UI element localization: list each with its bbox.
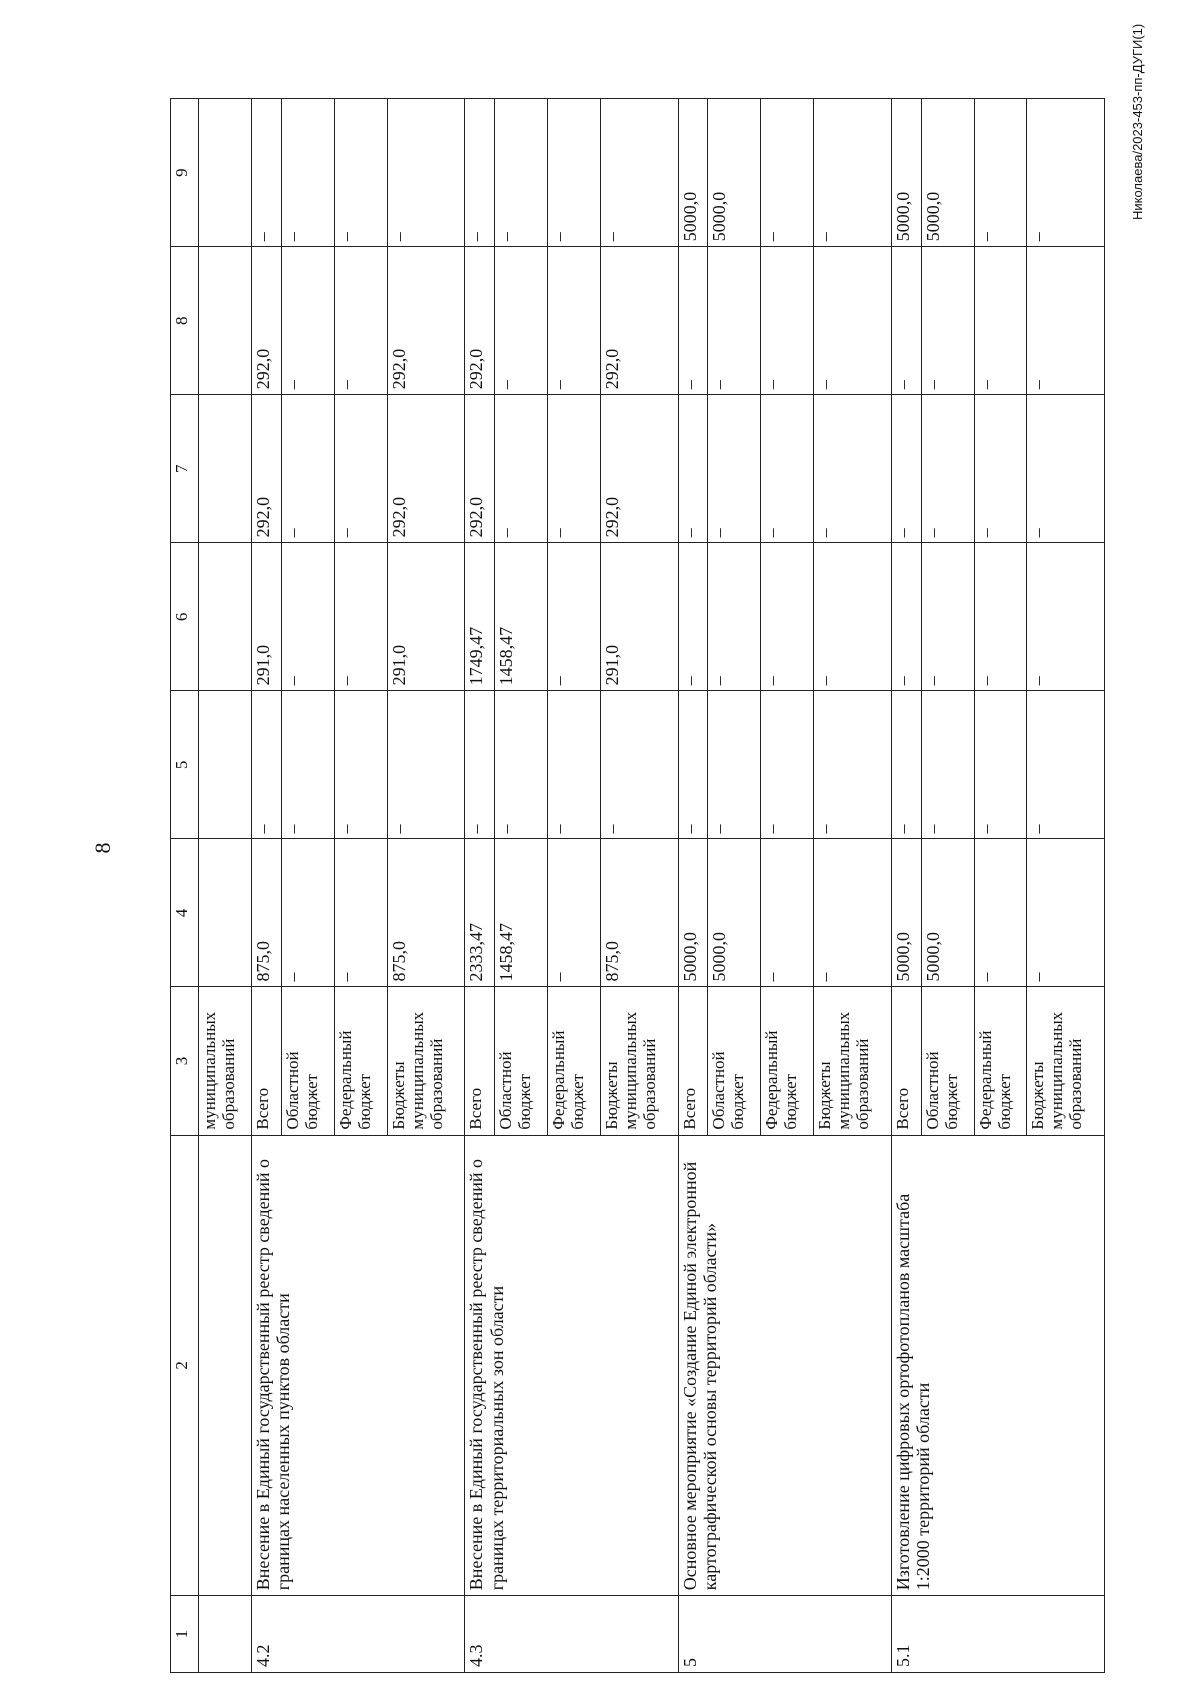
value-cell: – — [708, 247, 761, 395]
column-number: 6 — [171, 543, 199, 691]
value-cell: – — [548, 691, 601, 839]
funding-source-cell: Бюджеты муниципальных образований — [1027, 987, 1105, 1135]
value-cell: – — [974, 395, 1027, 543]
funding-source-cell: Областной бюджет — [921, 987, 974, 1135]
value-cell: – — [282, 691, 335, 839]
funding-source-cell: Областной бюджет — [495, 987, 548, 1135]
value-cell: 291,0 — [601, 543, 678, 691]
value-cell: – — [495, 691, 548, 839]
value-cell: – — [761, 691, 814, 839]
value-cell: – — [974, 839, 1027, 987]
funding-source-cell: Бюджеты муниципальных образований — [388, 987, 465, 1135]
value-cell: – — [282, 839, 335, 987]
value-cell: – — [335, 247, 388, 395]
table-row — [891, 99, 921, 1673]
value-cell: 875,0 — [601, 839, 678, 987]
value-cell: – — [1027, 247, 1105, 395]
value-cell: – — [678, 395, 708, 543]
funding-source-cell: Федеральный бюджет — [335, 987, 388, 1135]
value-cell: – — [335, 839, 388, 987]
value-cell — [199, 247, 252, 395]
funding-source-cell: Бюджеты муниципальных образований — [814, 987, 891, 1135]
item-title-cell — [199, 1135, 252, 1596]
value-cell: – — [921, 395, 974, 543]
value-cell: – — [388, 691, 465, 839]
column-number: 5 — [171, 691, 199, 839]
value-cell: 291,0 — [252, 543, 282, 691]
value-cell: – — [891, 395, 921, 543]
value-cell: – — [761, 839, 814, 987]
value-cell: 5000,0 — [708, 99, 761, 247]
value-cell: – — [761, 247, 814, 395]
funding-source-cell: Федеральный бюджет — [974, 987, 1027, 1135]
value-cell: – — [921, 691, 974, 839]
value-cell: 292,0 — [601, 395, 678, 543]
item-title-cell: Внесение в Единый государственный реестр сведений о границах территориальных зон области — [465, 1135, 678, 1596]
value-cell: – — [495, 99, 548, 247]
item-number-cell — [199, 1596, 252, 1673]
value-cell: 2333,47 — [465, 839, 495, 987]
value-cell: – — [548, 99, 601, 247]
value-cell: 291,0 — [388, 543, 465, 691]
value-cell: – — [465, 691, 495, 839]
column-number: 4 — [171, 839, 199, 987]
value-cell: – — [1027, 99, 1105, 247]
item-title-cell: Основное мероприятие «Создание Единой электронной картографической основы территорий области» — [678, 1135, 891, 1596]
value-cell — [199, 691, 252, 839]
value-cell: – — [708, 395, 761, 543]
value-cell: 875,0 — [252, 839, 282, 987]
page-number: 8 — [90, 842, 115, 854]
funding-source-cell: Всего — [678, 987, 708, 1135]
value-cell: 292,0 — [252, 247, 282, 395]
value-cell: – — [974, 247, 1027, 395]
value-cell: – — [252, 99, 282, 247]
item-title-cell: Изготовление цифровых ортофотопланов масштаба 1:2000 территорий области — [891, 1135, 1104, 1596]
value-cell: – — [335, 691, 388, 839]
value-cell: – — [1027, 395, 1105, 543]
value-cell: – — [495, 247, 548, 395]
funding-source-cell: Всего — [465, 987, 495, 1135]
value-cell: – — [601, 691, 678, 839]
value-cell: – — [761, 395, 814, 543]
value-cell: – — [1027, 691, 1105, 839]
value-cell: – — [465, 99, 495, 247]
column-number: 3 — [171, 987, 199, 1135]
funding-source-cell: Федеральный бюджет — [548, 987, 601, 1135]
table-row — [252, 99, 282, 1673]
continuation-row — [199, 99, 252, 1673]
item-number-cell: 4.3 — [465, 1596, 678, 1673]
value-cell: 5000,0 — [921, 99, 974, 247]
value-cell: 5000,0 — [708, 839, 761, 987]
value-cell: – — [548, 395, 601, 543]
value-cell: – — [814, 99, 891, 247]
value-cell: – — [814, 691, 891, 839]
funding-source-cell: Федеральный бюджет — [761, 987, 814, 1135]
item-number-cell: 5.1 — [891, 1596, 1104, 1673]
value-cell: – — [601, 99, 678, 247]
value-cell: – — [921, 247, 974, 395]
value-cell: – — [282, 543, 335, 691]
column-number: 9 — [171, 99, 199, 247]
table-row — [678, 99, 708, 1673]
value-cell: – — [678, 543, 708, 691]
funding-source-cell: Бюджеты муниципальных образований — [601, 987, 678, 1135]
value-cell: 292,0 — [252, 395, 282, 543]
value-cell — [199, 543, 252, 691]
funding-source-cell: Областной бюджет — [708, 987, 761, 1135]
value-cell: 875,0 — [388, 839, 465, 987]
value-cell: 1749,47 — [465, 543, 495, 691]
value-cell: – — [891, 691, 921, 839]
value-cell: – — [388, 99, 465, 247]
table-body — [171, 99, 1105, 1673]
value-cell: – — [708, 691, 761, 839]
budget-table — [170, 98, 1105, 1673]
value-cell: – — [814, 247, 891, 395]
value-cell: – — [761, 543, 814, 691]
item-number-cell: 5 — [678, 1596, 891, 1673]
value-cell: 1458,47 — [495, 543, 548, 691]
value-cell: – — [548, 839, 601, 987]
value-cell — [199, 395, 252, 543]
value-cell: 292,0 — [388, 395, 465, 543]
value-cell: – — [495, 395, 548, 543]
column-number: 1 — [171, 1596, 199, 1673]
value-cell: – — [678, 247, 708, 395]
value-cell: 5000,0 — [678, 99, 708, 247]
value-cell: 292,0 — [465, 247, 495, 395]
value-cell: 1458,47 — [495, 839, 548, 987]
value-cell: – — [335, 543, 388, 691]
value-cell — [199, 99, 252, 247]
value-cell: 292,0 — [388, 247, 465, 395]
value-cell: 292,0 — [601, 247, 678, 395]
item-number-cell: 4.2 — [252, 1596, 465, 1673]
column-number: 7 — [171, 395, 199, 543]
funding-source-cell: муниципальных образований — [199, 987, 252, 1135]
value-cell: – — [548, 247, 601, 395]
funding-source-cell: Областной бюджет — [282, 987, 335, 1135]
value-cell: – — [1027, 839, 1105, 987]
value-cell: 5000,0 — [678, 839, 708, 987]
value-cell: – — [974, 691, 1027, 839]
value-cell: – — [282, 99, 335, 247]
funding-source-cell: Всего — [252, 987, 282, 1135]
value-cell: – — [282, 395, 335, 543]
value-cell: – — [335, 99, 388, 247]
value-cell: – — [814, 543, 891, 691]
value-cell: – — [891, 543, 921, 691]
value-cell: 5000,0 — [891, 839, 921, 987]
value-cell: – — [921, 543, 974, 691]
document-code: Николаева/2023-453-пп-ДУГИ(1) — [1130, 23, 1145, 220]
value-cell: 5000,0 — [891, 99, 921, 247]
funding-source-cell: Всего — [891, 987, 921, 1135]
value-cell: – — [548, 543, 601, 691]
value-cell: – — [974, 543, 1027, 691]
table-row — [465, 99, 495, 1673]
value-cell: – — [814, 395, 891, 543]
value-cell: – — [335, 395, 388, 543]
value-cell: – — [282, 247, 335, 395]
value-cell: 5000,0 — [921, 839, 974, 987]
value-cell: – — [252, 691, 282, 839]
column-number: 2 — [171, 1135, 199, 1596]
value-cell: – — [1027, 543, 1105, 691]
value-cell: 292,0 — [465, 395, 495, 543]
value-cell — [199, 839, 252, 987]
value-cell: – — [678, 691, 708, 839]
column-number: 8 — [171, 247, 199, 395]
value-cell: – — [814, 839, 891, 987]
column-number-row — [171, 99, 199, 1673]
value-cell: – — [974, 99, 1027, 247]
value-cell: – — [891, 247, 921, 395]
value-cell: – — [761, 99, 814, 247]
budget-table-container — [170, 98, 1105, 1673]
item-title-cell: Внесение в Единый государственный реестр сведений о границах населенных пунктов области — [252, 1135, 465, 1596]
value-cell: – — [708, 543, 761, 691]
